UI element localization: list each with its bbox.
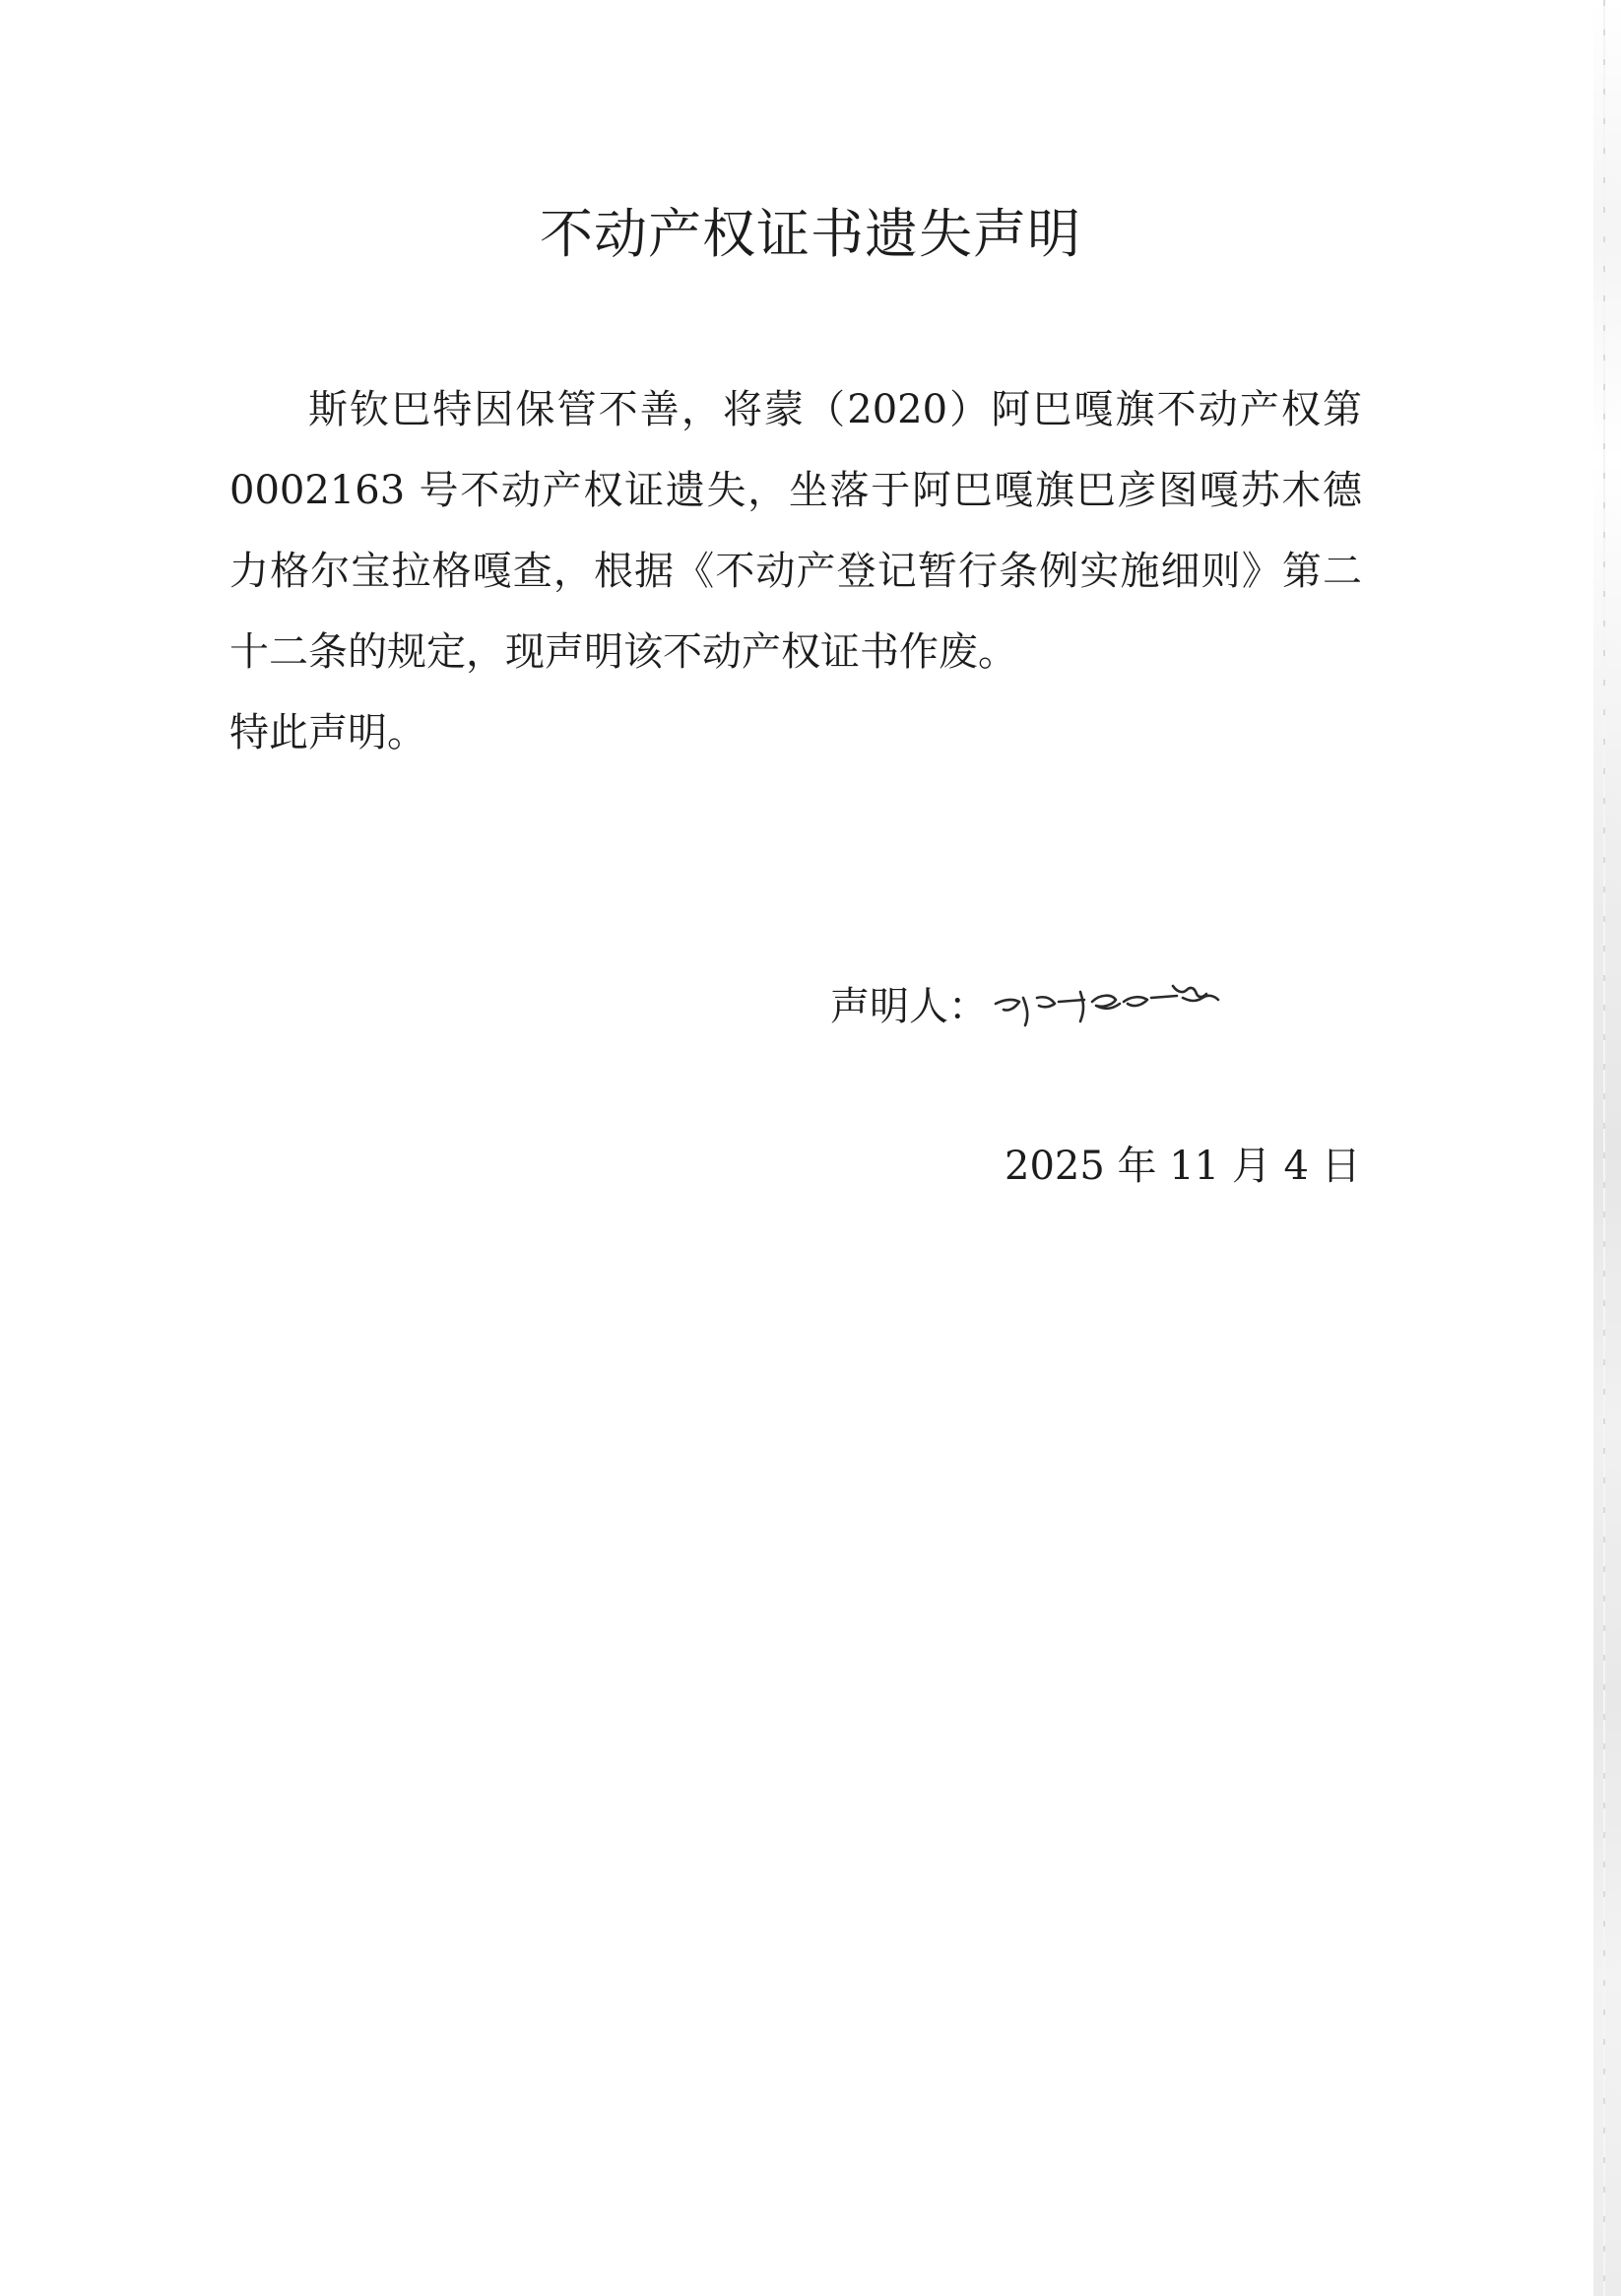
document-title: 不动产权证书遗失声明 <box>540 203 1081 265</box>
document-body <box>229 369 1362 773</box>
scan-edge-artifact <box>1593 0 1621 2296</box>
statement-paragraph: 斯钦巴特因保管不善，将蒙（2020）阿巴嘎旗不动产权第 0002163 号不动产权证遗失，坐落于阿巴嘎旗巴彦图嘎苏木德力格尔宝拉格嘎查，根据《不动产登记暂行条例实施细则》第二十二条的规定，现声明该不动产权证书作废。 <box>229 387 1362 675</box>
signer-row <box>830 973 1226 1032</box>
statement-date: 2025 年 11 月 4 日 <box>1005 1144 1361 1189</box>
signer-label: 声明人： <box>830 983 988 1029</box>
closing-line: 特此声明。 <box>229 710 426 755</box>
handwritten-signature <box>990 968 1226 1037</box>
